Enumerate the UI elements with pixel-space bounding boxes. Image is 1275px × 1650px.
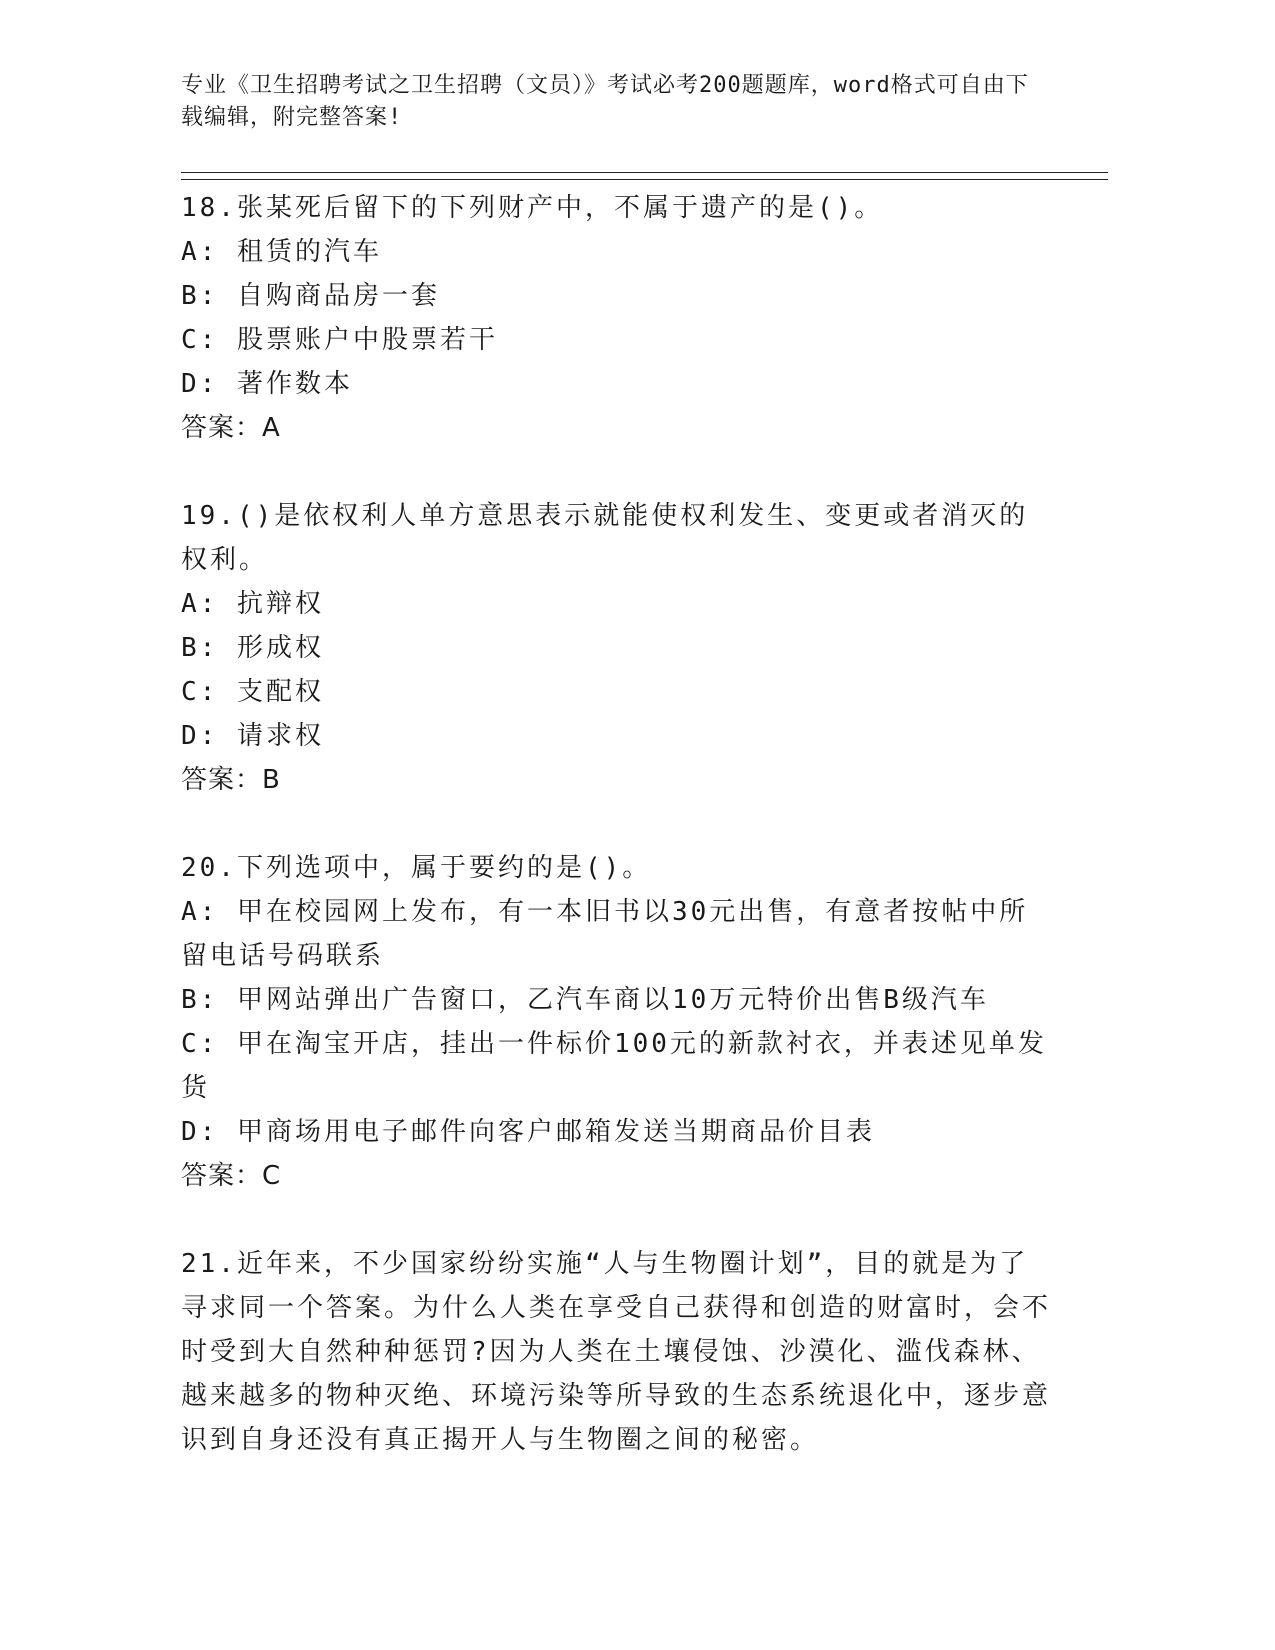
option-b: B: 甲网站弹出广告窗口，乙汽车商以10万元特价出售B级汽车 xyxy=(181,985,989,1015)
option-c: C: 甲在淘宝开店，挂出一件标价100元的新款衬衣，并表述见单发货 xyxy=(181,1029,1047,1103)
spacer xyxy=(181,1198,1051,1242)
question-stem: 18.张某死后留下的下列财产中，不属于遗产的是()。 xyxy=(181,193,884,223)
answer-line xyxy=(181,406,1051,450)
question-19 xyxy=(181,494,1051,802)
option-d: D: 甲商场用电子邮件向客户邮箱发送当期商品价目表 xyxy=(181,1117,875,1147)
question-stem: 20.下列选项中，属于要约的是()。 xyxy=(181,853,652,883)
question-18 xyxy=(181,186,1051,450)
question-stem: 21.近年来，不少国家纷纷实施“人与生物圈计划”，目的就是为了寻求同一个答案。为什么人类在享受自己获得和创造的财富时，会不时受到大自然种种惩罚?因为人类在土壤侵蚀、沙漠化、滥伐森林、越来越多的物种灭绝、环境污染等所导致的生态系统退化中，逐步意识到自身还没有真正揭开人与生物圈之间的秘密。 xyxy=(181,1249,1052,1455)
option-c: C: 股票账户中股票若干 xyxy=(181,325,498,355)
document-header: 专业《卫生招聘考试之卫生招聘（文员）》考试必考200题题库，word格式可自由下载编辑，附完整答案! xyxy=(181,73,1029,130)
option-c: C: 支配权 xyxy=(181,677,324,707)
answer-value: C xyxy=(262,1161,282,1191)
option-a: A: 抗辩权 xyxy=(181,589,324,619)
spacer xyxy=(181,802,1051,846)
option-b: B: 自购商品房一套 xyxy=(181,281,440,311)
question-list xyxy=(181,186,1051,1462)
spacer xyxy=(181,450,1051,494)
option-a: A: 甲在校园网上发布，有一本旧书以30元出售，有意者按帖中所留电话号码联系 xyxy=(181,897,1029,971)
header-rule-bottom xyxy=(181,179,1108,180)
answer-value: B xyxy=(262,765,281,795)
option-d: D: 著作数本 xyxy=(181,369,353,399)
header-rule-top xyxy=(181,172,1108,173)
answer-value: A xyxy=(262,413,281,443)
option-a: A: 租赁的汽车 xyxy=(181,237,382,267)
answer-label: 答案： xyxy=(181,413,263,443)
answer-line xyxy=(181,1154,1051,1198)
answer-line xyxy=(181,758,1051,802)
option-b: B: 形成权 xyxy=(181,633,324,663)
option-d: D: 请求权 xyxy=(181,721,324,751)
answer-label: 答案： xyxy=(181,1161,263,1191)
question-21 xyxy=(181,1242,1051,1462)
question-20 xyxy=(181,846,1051,1198)
answer-label: 答案： xyxy=(181,765,263,795)
question-stem: 19.()是依权利人单方意思表示就能使权利发生、变更或者消灭的权利。 xyxy=(181,501,1029,575)
